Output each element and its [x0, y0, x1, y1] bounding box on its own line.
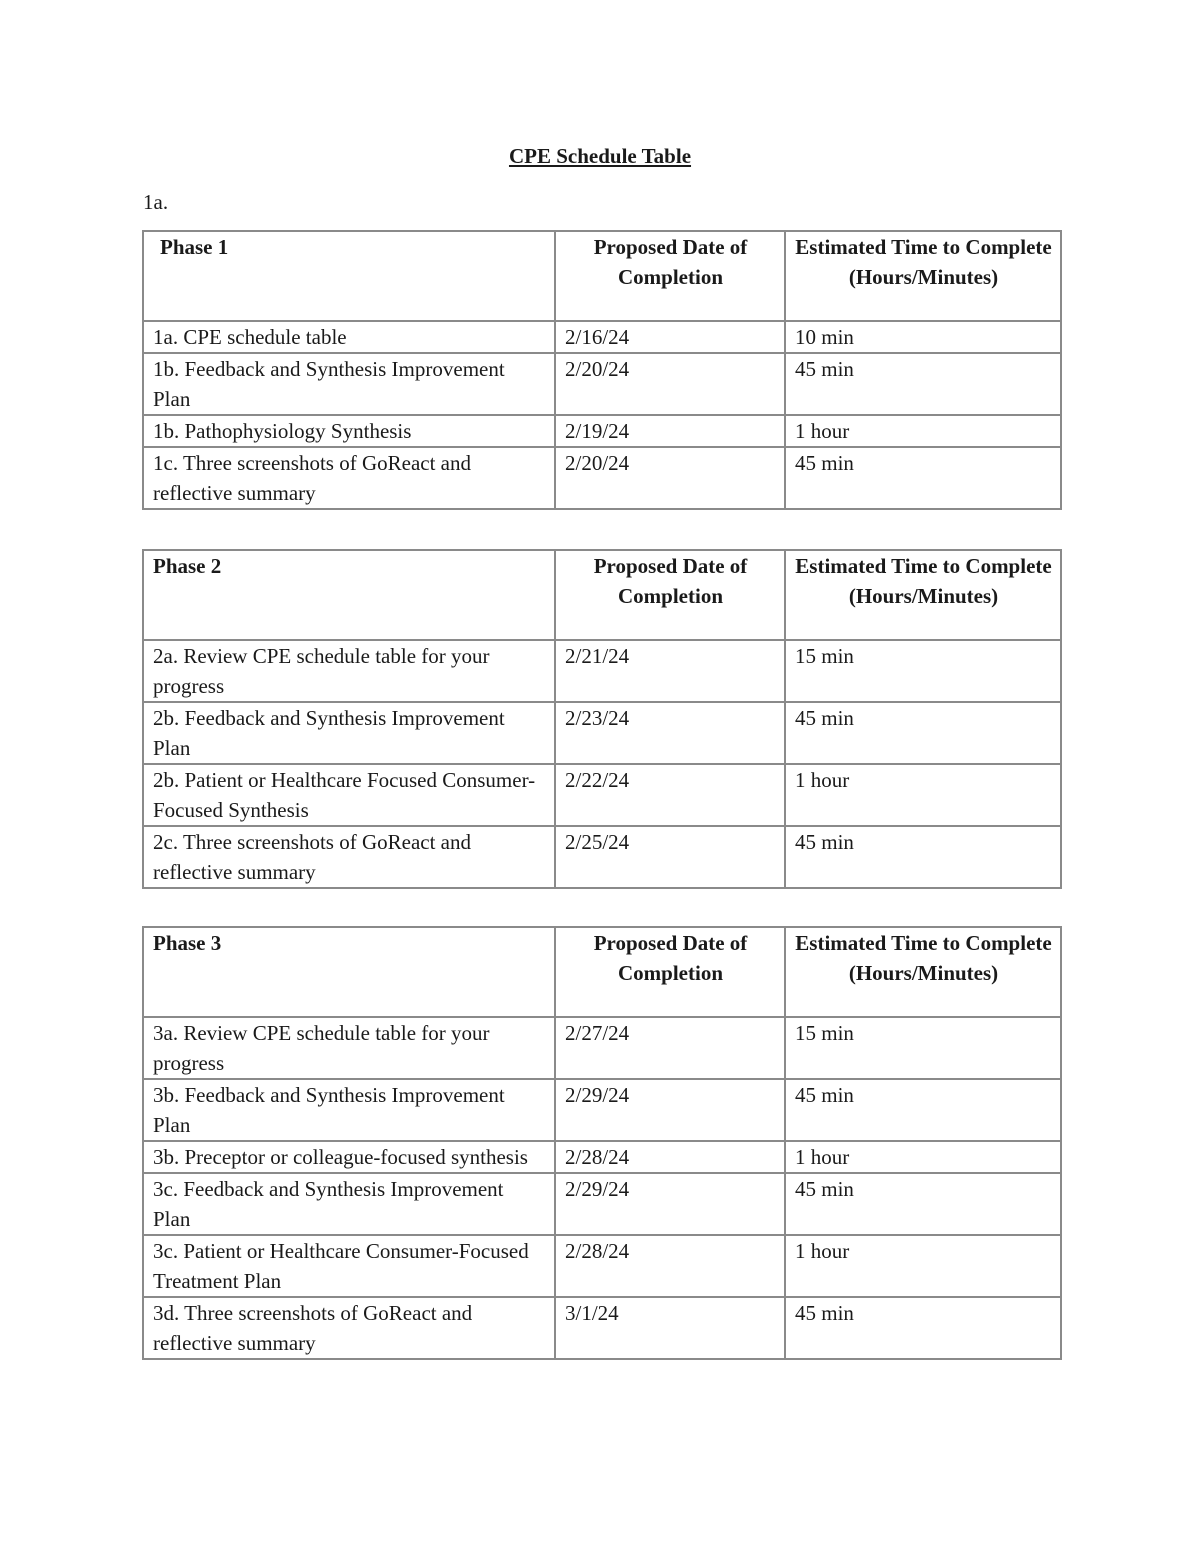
table-row [143, 1297, 1061, 1359]
table-row [143, 415, 1061, 447]
time-cell: 45 min [785, 826, 1061, 888]
time-cell: 1 hour [785, 415, 1061, 447]
table-row [143, 321, 1061, 353]
task-cell: 3d. Three screenshots of GoReact and reflective summary [143, 1297, 555, 1359]
date-cell: 2/19/24 [555, 415, 785, 447]
task-cell: 3c. Patient or Healthcare Consumer-Focused Treatment Plan [143, 1235, 555, 1297]
table-header-row [143, 231, 1061, 321]
phase-header: Phase 1 [143, 231, 555, 321]
task-cell: 2b. Patient or Healthcare Focused Consumer-Focused Synthesis [143, 764, 555, 826]
date-cell: 2/27/24 [555, 1017, 785, 1079]
phase-header: Phase 2 [143, 550, 555, 640]
time-cell: 1 hour [785, 764, 1061, 826]
table-row [143, 1173, 1061, 1235]
date-cell: 2/29/24 [555, 1079, 785, 1141]
time-cell: 45 min [785, 353, 1061, 415]
task-cell: 3b. Feedback and Synthesis Improvement Plan [143, 1079, 555, 1141]
table-row [143, 826, 1061, 888]
table-row [143, 1141, 1061, 1173]
phase-3-table [142, 926, 1062, 1360]
date-cell: 2/16/24 [555, 321, 785, 353]
task-cell: 3a. Review CPE schedule table for your progress [143, 1017, 555, 1079]
date-cell: 2/28/24 [555, 1235, 785, 1297]
task-cell: 1b. Feedback and Synthesis Improvement Plan [143, 353, 555, 415]
time-cell: 15 min [785, 640, 1061, 702]
date-cell: 2/28/24 [555, 1141, 785, 1173]
task-cell: 2b. Feedback and Synthesis Improvement Plan [143, 702, 555, 764]
time-cell: 45 min [785, 447, 1061, 509]
time-cell: 15 min [785, 1017, 1061, 1079]
table-row [143, 1235, 1061, 1297]
table-row [143, 1017, 1061, 1079]
date-cell: 3/1/24 [555, 1297, 785, 1359]
date-cell: 2/29/24 [555, 1173, 785, 1235]
time-column-header: Estimated Time to Complete (Hours/Minutes) [785, 927, 1061, 1017]
table-row [143, 353, 1061, 415]
date-cell: 2/25/24 [555, 826, 785, 888]
task-cell: 2a. Review CPE schedule table for your progress [143, 640, 555, 702]
time-column-header: Estimated Time to Complete (Hours/Minutes) [785, 231, 1061, 321]
date-column-header: Proposed Date of Completion [555, 927, 785, 1017]
table-row [143, 702, 1061, 764]
date-column-header: Proposed Date of Completion [555, 550, 785, 640]
date-column-header: Proposed Date of Completion [555, 231, 785, 321]
phase-1-table [142, 230, 1062, 510]
task-cell: 1c. Three screenshots of GoReact and reflective summary [143, 447, 555, 509]
table-row [143, 764, 1061, 826]
time-cell: 45 min [785, 1173, 1061, 1235]
time-cell: 45 min [785, 702, 1061, 764]
page-title: CPE Schedule Table [508, 144, 692, 168]
time-cell: 1 hour [785, 1235, 1061, 1297]
table-row [143, 447, 1061, 509]
time-column-header: Estimated Time to Complete (Hours/Minutes) [785, 550, 1061, 640]
date-cell: 2/23/24 [555, 702, 785, 764]
time-cell: 45 min [785, 1079, 1061, 1141]
task-cell: 1a. CPE schedule table [143, 321, 555, 353]
date-cell: 2/20/24 [555, 447, 785, 509]
task-cell: 3b. Preceptor or colleague-focused synthesis [143, 1141, 555, 1173]
table-header-row [143, 927, 1061, 1017]
table-row [143, 640, 1061, 702]
time-cell: 1 hour [785, 1141, 1061, 1173]
table-row [143, 1079, 1061, 1141]
table-header-row [143, 550, 1061, 640]
task-cell: 2c. Three screenshots of GoReact and reflective summary [143, 826, 555, 888]
phase-2-table [142, 549, 1062, 889]
task-cell: 1b. Pathophysiology Synthesis [143, 415, 555, 447]
phase-header: Phase 3 [143, 927, 555, 1017]
date-cell: 2/21/24 [555, 640, 785, 702]
date-cell: 2/20/24 [555, 353, 785, 415]
section-label: 1a. [143, 190, 169, 214]
time-cell: 45 min [785, 1297, 1061, 1359]
date-cell: 2/22/24 [555, 764, 785, 826]
time-cell: 10 min [785, 321, 1061, 353]
task-cell: 3c. Feedback and Synthesis Improvement Plan [143, 1173, 555, 1235]
